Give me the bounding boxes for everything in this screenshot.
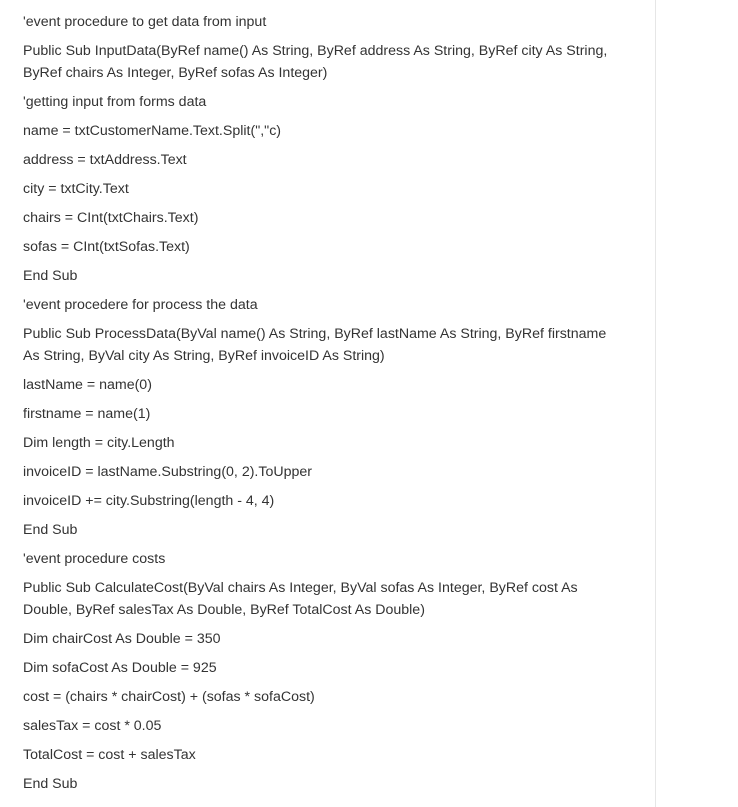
- sub-declaration-line: Public Sub CalculateCost(ByVal chairs As Integer, ByVal sofas As Integer, ByRef cost As Double, ByRef salesTax As Double, ByRef TotalCost As Double): [23, 580, 578, 618]
- code-line: sofas = CInt(txtSofas.Text): [23, 239, 190, 255]
- code-line: lastName = name(0): [23, 377, 152, 393]
- end-sub-line: End Sub: [23, 268, 78, 284]
- code-line: invoiceID += city.Substring(length - 4, 4): [23, 493, 275, 509]
- code-line: invoiceID = lastName.Substring(0, 2).ToUpper: [23, 464, 312, 480]
- code-line: name = txtCustomerName.Text.Split(","c): [23, 123, 282, 139]
- code-line: Dim chairCost As Double = 350: [23, 631, 221, 647]
- comment-line: 'event procedere for process the data: [23, 297, 258, 313]
- code-line: cost = (chairs * chairCost) + (sofas * sofaCost): [23, 689, 315, 705]
- code-line: Dim sofaCost As Double = 925: [23, 660, 217, 676]
- sub-declaration-line: Public Sub ProcessData(ByVal name() As String, ByRef lastName As String, ByRef firstname As String, ByVal city As String, ByRef invoiceID As String): [23, 326, 607, 364]
- code-line: TotalCost = cost + salesTax: [23, 747, 196, 763]
- comment-line: 'event procedure costs: [23, 551, 166, 567]
- code-line: address = txtAddress.Text: [23, 152, 187, 168]
- comment-line: 'getting input from forms data: [23, 94, 207, 110]
- sub-declaration-line: Public Sub InputData(ByRef name() As String, ByRef address As String, ByRef city As String, ByRef chairs As Integer, ByRef sofas As Integer): [23, 43, 608, 81]
- code-line: salesTax = cost * 0.05: [23, 718, 162, 734]
- end-sub-line: End Sub: [23, 776, 78, 792]
- right-panel-divider: [655, 0, 656, 807]
- comment-line: 'event procedure to get data from input: [23, 14, 267, 30]
- code-line: city = txtCity.Text: [23, 181, 129, 197]
- code-line: firstname = name(1): [23, 406, 151, 422]
- code-line: chairs = CInt(txtChairs.Text): [23, 210, 199, 226]
- end-sub-line: End Sub: [23, 522, 78, 538]
- code-line: Dim length = city.Length: [23, 435, 175, 451]
